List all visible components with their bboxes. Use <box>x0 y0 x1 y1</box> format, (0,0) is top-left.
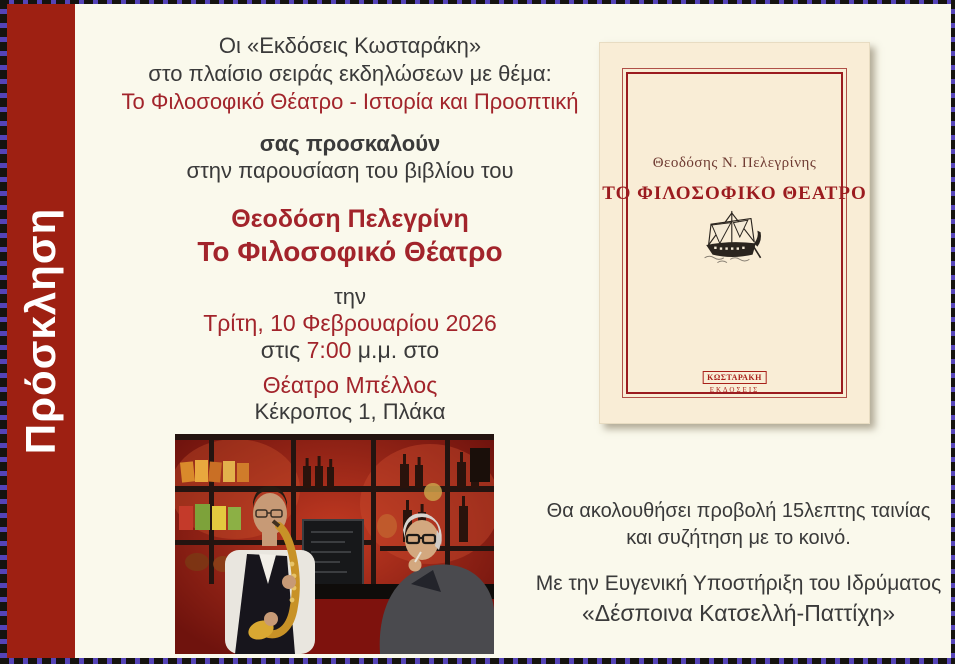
date-intro: την <box>334 284 366 309</box>
footer-support-line: Με την Ευγενική Υποστήριξη του Ιδρύματος <box>535 572 942 595</box>
event-photo-illustration <box>175 434 494 654</box>
event-time: 7:00 <box>306 337 352 363</box>
series-line: στο πλαίσιο σειράς εκδηλώσεων με θέμα: <box>148 61 552 86</box>
publisher-subtitle: ΕΚΔΟΣΕΙΣ <box>709 386 760 394</box>
book-title-line: Το Φιλοσοφικό Θέατρο <box>197 236 503 267</box>
ship-illustration <box>693 205 777 274</box>
author-name: Θεοδόση Πελεγρίνη <box>231 205 469 233</box>
event-time-line <box>80 337 620 364</box>
invite-line: σας προσκαλούν <box>259 131 441 156</box>
venue-address: Κέκροπος 1, Πλάκα <box>254 399 446 424</box>
book-cover-title: ΤΟ ΦΙΛΟΣΟΦΙΚΟ ΘΕΑΤΡΟ <box>602 183 867 204</box>
theme-line: Το Φιλοσοφικό Θέατρο - Ιστορία και Προοπτική <box>121 89 579 114</box>
sidebar-band <box>7 4 75 658</box>
frame-edge-left <box>0 0 7 664</box>
frame-edge-bottom <box>0 658 955 664</box>
presentation-line: στην παρουσίαση του βιβλίου του <box>186 158 514 183</box>
book-cover <box>599 42 870 424</box>
event-date: Τρίτη, 10 Φεβρουαρίου 2026 <box>203 310 497 336</box>
footer-screening-line2: και συζήτηση με το κοινό. <box>626 527 851 549</box>
frame-edge-right <box>951 0 955 664</box>
footer-screening-line1: Θα ακολουθήσει προβολή 15λεπτης ταινίας <box>546 500 931 522</box>
footer-foundation-name: «Δέσποινα Κατσελλή-Παττίχη» <box>581 600 896 626</box>
frame-edge-top <box>0 0 955 4</box>
publisher-logo <box>702 367 767 394</box>
time-suffix: μ.μ. στο <box>351 337 440 363</box>
publisher-name: ΚΩΣΤΑΡΑΚΗ <box>702 371 767 384</box>
time-prefix: στις <box>260 337 307 363</box>
venue-name: Θέατρο Μπέλλος <box>262 372 438 398</box>
invitation-vertical-label: Πρόσκληση <box>17 207 64 455</box>
book-cover-author: Θεοδόσης Ν. Πελεγρίνης <box>652 155 817 171</box>
publisher-line: Οι «Εκδόσεις Κωσταράκη» <box>218 33 482 58</box>
event-photo <box>175 434 494 654</box>
